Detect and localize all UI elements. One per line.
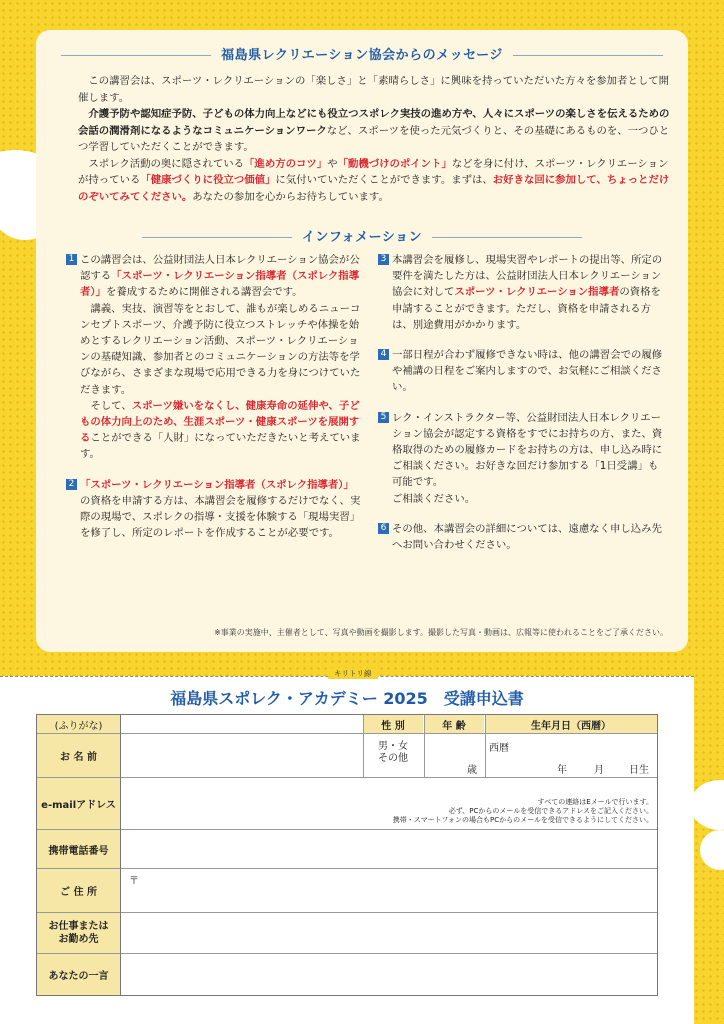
email-label: e-mailアドレス (37, 778, 120, 830)
name-input[interactable] (121, 734, 362, 777)
age-unit: 歳 (467, 765, 477, 776)
mobile-label: 携帯電話番号 (37, 830, 120, 869)
postal-mark: 〒 (129, 876, 139, 887)
info-item-5: 5 レク・インストラクター等、公益財団法人日本レクリエーション協会が認定する資格をすでにお持ちの方、また、資格取得のための履修カードをお持ちの方は、申し込み時にご相談ください。お好きな回だけ参加する「1日受講」も可能です。 ご相談ください。 (378, 410, 663, 507)
message-paragraph: 介護予防や認知症予防、子どもの体力向上などにも役立つスポレク実技の進め方や、人々にスポーツの楽しさを伝えるための会話の潤滑剤になるようなコミュニケーションワークなど、スポーツを使った元気づくりと、その基礎にあるものを、一つひとつ学習していただくことができます。 (78, 108, 670, 153)
comment-input[interactable] (121, 954, 657, 995)
dob-era: 西暦 (489, 743, 509, 754)
comment-label: あなたの一言 (37, 954, 120, 995)
info-item-4: 4 一部日程が合わず履修できない時は、他の講習会での履修や補講の日程をご案内しますので、お気軽にご相談ください。 (378, 347, 663, 396)
mobile-input[interactable] (121, 830, 657, 868)
info-item-2: 2 「スポーツ・レクリエーション指導者（スポレク指導者）」の資格を申請する方は、本講習会を履修するだけでなく、実際の現場で、スポレクの指導・支援を体験する「現場実習」を修了し、所定のレポートを作成することが必要です。 (66, 477, 361, 542)
sex-header: 性 別 (363, 715, 423, 733)
cut-line-label: キリトリ線 (328, 668, 378, 679)
address-label: ご 住 所 (37, 869, 120, 913)
info-item-1: 1 この講習会は、公益財団法人日本レクリエーション協会が公認する「スポーツ・レクリエーション指導者（スポレク指導者）」を養成するために開催される講習会です。 講義、実技、演習等をとおして、誰もが楽しめるニューコンセプトスポーツ、介護予防に役立つストレッチや体操を始めとするレクリエーション活動、スポーツ・レクリエーションの基礎知識、参加者とのコミュニケーションの方法等を学びながら、さまざまな現場で応用できる力を身につけていただきます。 そして、スポーツ嫌いをなくし、健康寿命の延伸や、子どもの体力向上のため、生涯スポーツ・健康スポーツを展開することができる「人財」になっていただきたいと考えています。 (66, 252, 361, 463)
message-paragraph: この講習会は、スポーツ・レクリエーションの「楽しさ」と「素晴らしさ」に興味を持っていただいた方々を参加者として開催します。 (78, 75, 670, 104)
dob-header: 生年月日（西暦） (485, 715, 657, 733)
furigana-input[interactable] (121, 715, 362, 733)
name-label: お 名 前 (37, 734, 120, 778)
info-left-column (66, 252, 361, 541)
dob-day: 日生 (629, 765, 649, 776)
info-item-6: 6 その他、本講習会の詳細については、遠慮なく申し込み先へお問い合わせください。 (378, 521, 663, 553)
sex-selector[interactable]: 男・女 その他 (378, 741, 408, 764)
address-input[interactable] (121, 869, 657, 912)
dob-year: 年 (557, 765, 567, 776)
dob-month: 月 (594, 765, 604, 776)
info-item-3: 3 本講習会を履修し、現場実習やレポートの提出等、所定の要件を満たした方は、公益財団法人日本レクリエーション協会に対してスポーツ・レクリエーション指導者の資格を申請することができます。ただし、資格を申請される方は、別途費用がかかります。 (378, 252, 663, 333)
form-title: 福島県スポレク・アカデミー 2025 受講申込書 (170, 689, 524, 708)
workplace-label: お仕事または お勤め先 (37, 913, 120, 954)
message-body (78, 73, 670, 205)
info-right-column (378, 252, 663, 553)
message-paragraph: スポレク活動の奥に隠されている「進め方のコツ」や「動機づけのポイント」などを身に付け、スポーツ・レクリエーションが持っている「健康づくりに役立つ価値」に気付いていただくことができます。まずは、お好きな回に参加して、ちょっとだけのぞいてみてください。あなたの参加を心からお待ちしています。 (78, 157, 670, 203)
cloud-decoration (690, 780, 724, 830)
furigana-label: (ふりがな) (37, 715, 120, 734)
email-note: すべての連絡はEメールで行います。 必ず、PCからのメールを受信できるアドレスをご記入ください。 携帯・スマートフォンの場合もPCからのメールを受信できるようにしてください。 (392, 798, 653, 824)
cloud-decoration (700, 830, 724, 870)
age-header: 年 齢 (424, 715, 484, 733)
message-title: 福島県レクリエーション協会からのメッセージ (36, 44, 688, 63)
workplace-input[interactable] (121, 913, 657, 953)
form-table (36, 714, 658, 996)
info-title: インフォメーション (36, 226, 688, 245)
photo-notice: ※事業の実施中、主催者として、写真や動画を撮影します。撮影した写真・動画は、広報等に使われることをご了承ください。 (214, 628, 668, 637)
info-card (36, 30, 688, 652)
